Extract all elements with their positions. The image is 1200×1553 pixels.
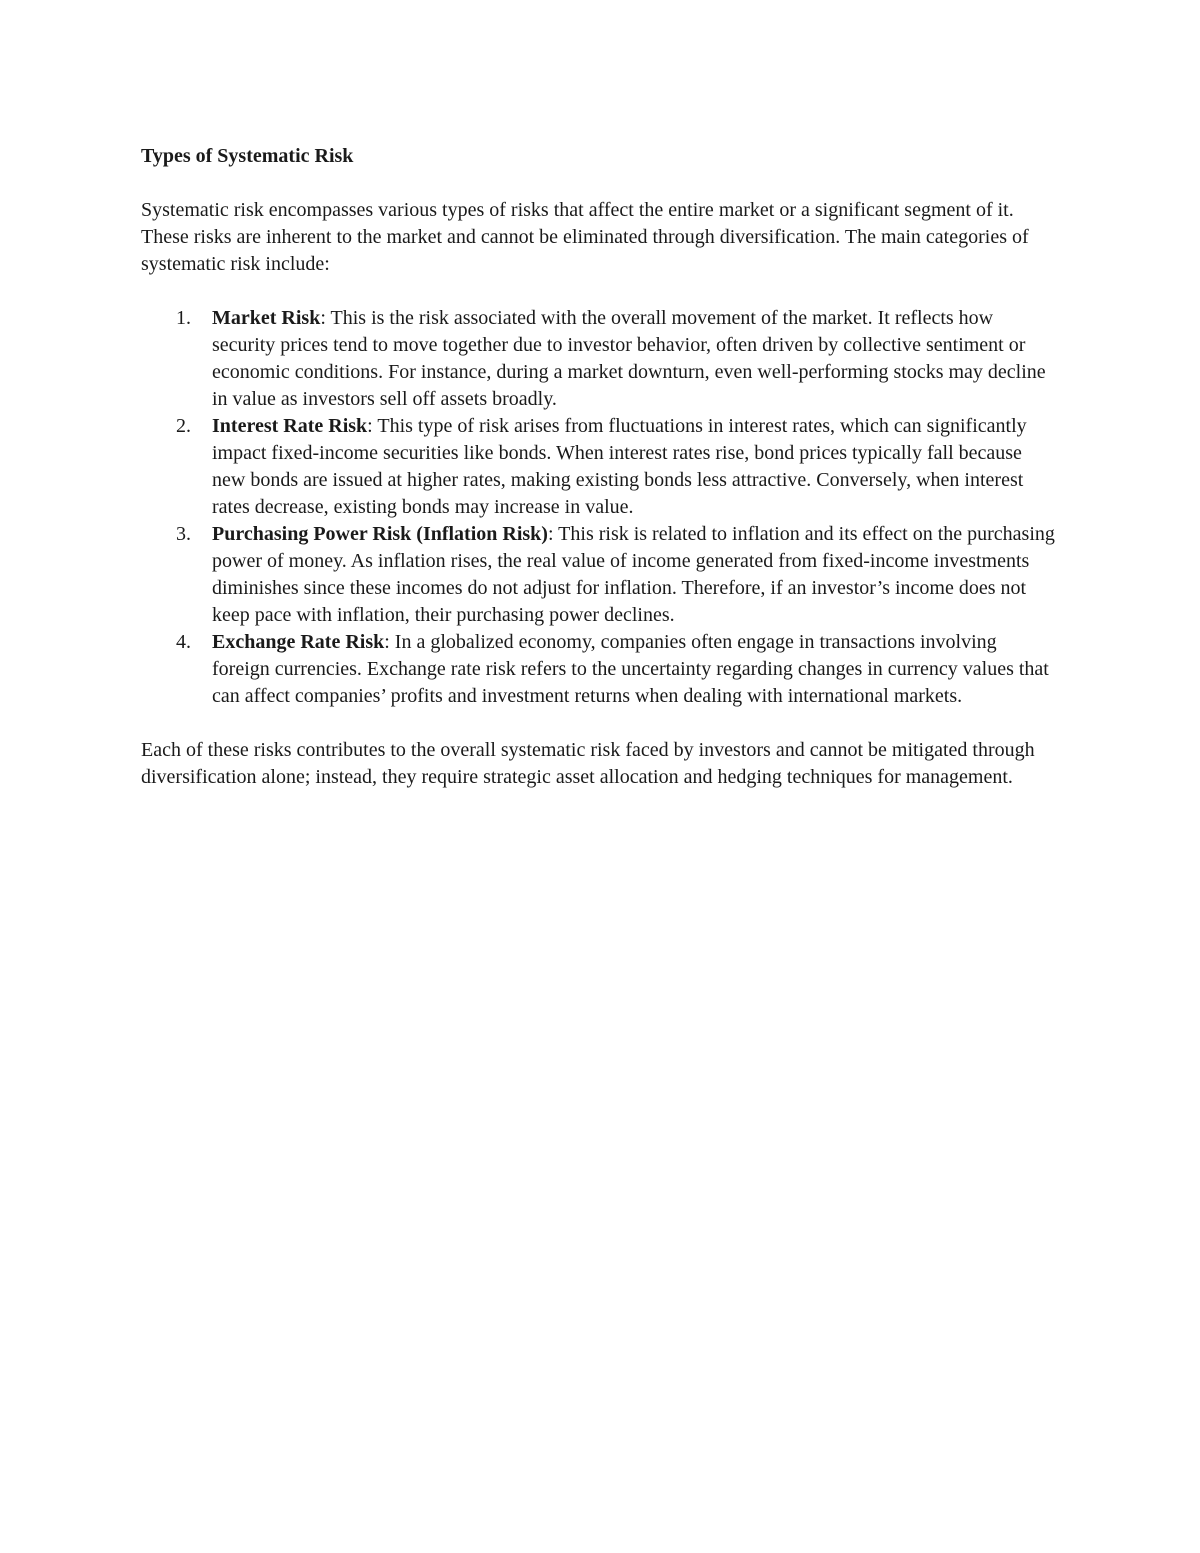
list-item-text: : This type of risk arises from fluctuations in interest rates, which can significantly impact fixed-income securities like bonds. When interest rates rise, bond prices typically fall because new bonds are issued at higher rates, making existing bonds less attractive. Conversely, when interest rates decrease, existing bonds may increase in value. bbox=[212, 415, 1027, 518]
list-item-number: 4. bbox=[176, 631, 191, 653]
list-item-text: : This risk is related to inflation and its effect on the purchasing power of money. As inflation rises, the real value of income generated from fixed-income investments diminishes since these incomes do not adjust for inflation. Therefore, if an investor’s income does not keep pace with inflation, their purchasing power declines. bbox=[212, 523, 1055, 626]
list-item-number: 3. bbox=[176, 523, 191, 545]
list-item-interest-rate-risk bbox=[141, 413, 1056, 521]
list-item-term: Market Risk bbox=[212, 307, 321, 329]
risk-types-list bbox=[141, 305, 1056, 710]
list-item-exchange-rate-risk bbox=[141, 629, 1056, 710]
list-item-term: Purchasing Power Risk (Inflation Risk) bbox=[212, 523, 548, 545]
list-item-text: : This is the risk associated with the overall movement of the market. It reflects how security prices tend to move together due to investor behavior, often driven by collective sentiment or economic conditions. For instance, during a market downturn, even well-performing stocks may decline in value as investors sell off assets broadly. bbox=[212, 307, 1046, 410]
list-item-term: Exchange Rate Risk bbox=[212, 631, 385, 653]
list-item-market-risk bbox=[141, 305, 1056, 413]
document-body bbox=[141, 143, 1056, 818]
list-item-text: : In a globalized economy, companies often engage in transactions involving foreign currencies. Exchange rate risk refers to the uncertainty regarding changes in currency values that can affect companies’ profits and investment returns when dealing with international markets. bbox=[212, 631, 1049, 707]
conclusion-paragraph: Each of these risks contributes to the overall systematic risk faced by investors and cannot be mitigated through diversification alone; instead, they require strategic asset allocation and hedging techniques for management. bbox=[141, 739, 1035, 788]
document-title: Types of Systematic Risk bbox=[141, 145, 354, 167]
intro-paragraph: Systematic risk encompasses various types of risks that affect the entire market or a significant segment of it. These risks are inherent to the market and cannot be eliminated through diversification. The main categories of systematic risk include: bbox=[141, 199, 1029, 275]
list-item-term: Interest Rate Risk bbox=[212, 415, 368, 437]
list-item-number: 2. bbox=[176, 415, 191, 437]
list-item-purchasing-power-risk bbox=[141, 521, 1056, 629]
list-item-number: 1. bbox=[176, 307, 191, 329]
